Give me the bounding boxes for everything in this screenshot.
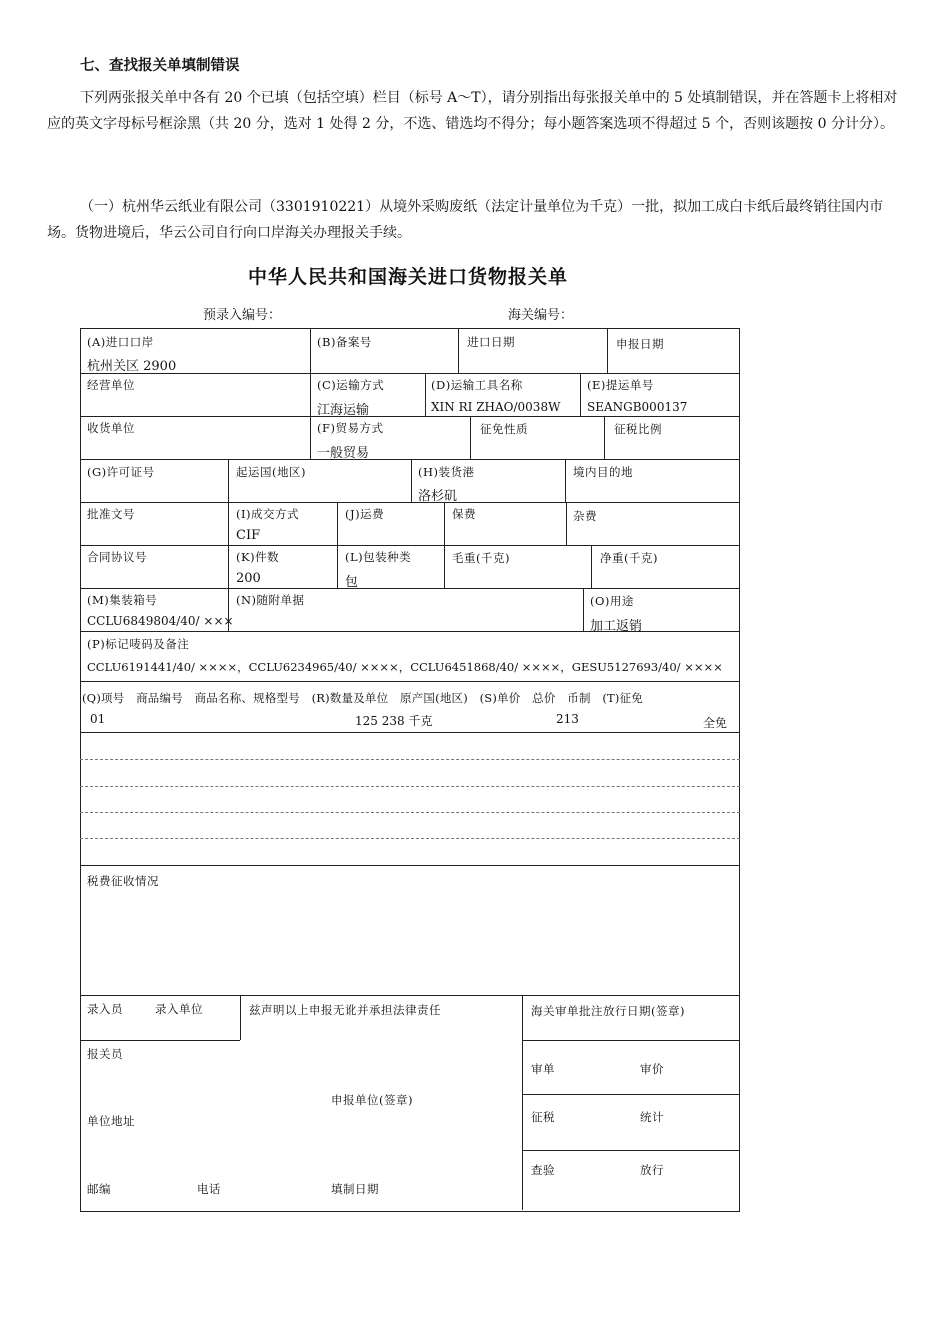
label-fill-date: 填制日期 (331, 1182, 379, 1196)
value-vessel-name: XIN RI ZHAO/0038W (431, 400, 561, 414)
label-net-weight: 净重(千克) (600, 551, 658, 565)
label-customs-broker: 报关员 (87, 1047, 123, 1061)
label-domestic-destination: 境内目的地 (573, 465, 633, 479)
goods-table-header: (Q)项号 商品编号 商品名称、规格型号 (R)数量及单位 原产国(地区) (S)单价 总价 币制 (T)征免 (82, 691, 643, 705)
label-transport-mode: (C)运输方式 (317, 378, 385, 392)
label-operator: 经营单位 (87, 378, 135, 392)
label-vessel-name: (D)运输工具名称 (431, 378, 523, 392)
form-title: 中华人民共和国海关进口货物报关单 (248, 266, 569, 288)
value-exemption: 全免 (703, 716, 728, 730)
label-review: 审单 (531, 1062, 555, 1076)
label-container-number: (M)集装箱号 (87, 593, 158, 607)
label-record-number: (B)备案号 (317, 335, 372, 349)
instruction-paragraph-2: （一）杭州华云纸业有限公司（3301910221）从境外采购废纸（法定计量单位为千克）一批，拟加工成白卡纸后最终销往国内市场。货物进境后，华云公司自行向口岸海关办理报关手续。 (47, 199, 884, 241)
label-customs-approval-date: 海关审单批注放行日期(签章) (531, 1004, 685, 1018)
label-bill-of-lading: (E)提运单号 (587, 378, 654, 392)
instruction-paragraph-1: 下列两张报关单中各有 20 个已填（包括空填）栏目（标号 A～T），请分别指出每张报关单中的 5 处填制错误，并在答题卡上将相对应的英文字母标号框涂黑（共 20 分，选对 1 处得 2 分，不选、错选均不得分；每小题答案选项不得超过 5 个，否则该题按 0 分计分）。 (47, 90, 898, 132)
label-package-count: (K)件数 (236, 550, 280, 564)
label-import-date: 进口日期 (467, 335, 515, 349)
value-import-port: 杭州关区 2900 (87, 359, 177, 374)
value-loading-port: 洛杉矶 (418, 489, 458, 504)
label-import-port: (A)进口口岸 (87, 335, 154, 349)
value-package-type: 包 (345, 575, 359, 590)
label-entry-clerk: 录入员 (87, 1002, 123, 1016)
label-inspection: 查验 (531, 1163, 555, 1177)
value-marks-remarks: CCLU6191441/40/ ××××，CCLU6234965/40/ ××××，CCLU6451868/40/ ××××，GESU5127693/40/ ×××× (87, 660, 723, 674)
value-package-count: 200 (236, 571, 261, 586)
pre-entry-number-label: 预录入编号： (203, 308, 282, 323)
label-tax-levy: 征税 (531, 1110, 555, 1124)
label-phone: 电话 (197, 1182, 221, 1196)
value-usage: 加工返销 (590, 619, 643, 634)
label-declare-date: 申报日期 (616, 337, 664, 351)
label-approval-number: 批准文号 (87, 507, 135, 521)
value-trade-mode: 一般贸易 (317, 446, 370, 461)
label-attached-documents: (N)随附单据 (236, 593, 305, 607)
label-price-review: 审价 (640, 1062, 664, 1076)
label-release: 放行 (640, 1163, 664, 1177)
value-transaction-mode: CIF (236, 528, 261, 543)
value-bill-of-lading: SEANGB000137 (587, 400, 688, 414)
value-container-number: CCLU6849804/40/ ××× (87, 614, 234, 628)
label-contract-number: 合同协议号 (87, 550, 147, 564)
label-usage: (O)用途 (590, 594, 634, 608)
label-statistics: 统计 (640, 1110, 664, 1124)
label-misc-fees: 杂费 (573, 509, 597, 523)
label-marks-remarks: (P)标记唛码及备注 (87, 637, 190, 651)
label-package-type: (L)包装种类 (345, 550, 412, 564)
value-unit-price: 213 (556, 712, 579, 726)
label-unit-address: 单位地址 (87, 1114, 135, 1128)
label-consignee: 收货单位 (87, 421, 135, 435)
label-tax-ratio: 征税比例 (614, 422, 662, 436)
label-insurance: 保费 (452, 507, 476, 521)
label-transaction-mode: (I)成交方式 (236, 507, 300, 521)
customs-number-label: 海关编号： (508, 308, 574, 323)
label-declaration-statement: 兹声明以上申报无讹并承担法律责任 (249, 1003, 441, 1017)
label-tax-status: 税费征收情况 (87, 874, 159, 888)
value-quantity-unit: 125 238 千克 (355, 714, 433, 728)
label-gross-weight: 毛重(千克) (452, 551, 510, 565)
label-exemption-nature: 征免性质 (480, 422, 528, 436)
form-border (80, 328, 740, 1212)
label-trade-mode: (F)贸易方式 (317, 421, 384, 435)
label-departure-country: 起运国(地区) (236, 465, 306, 479)
label-freight: (J)运费 (345, 507, 385, 521)
section-title: 七、查找报关单填制错误 (80, 57, 240, 74)
label-declarant-unit: 申报单位(签章) (331, 1093, 413, 1107)
value-transport-mode: 江海运输 (317, 403, 370, 418)
label-postcode: 邮编 (87, 1182, 111, 1196)
label-license-number: (G)许可证号 (87, 465, 155, 479)
label-entry-unit: 录入单位 (155, 1002, 203, 1016)
value-item-number: 01 (90, 712, 106, 726)
label-loading-port: (H)装货港 (418, 465, 475, 479)
